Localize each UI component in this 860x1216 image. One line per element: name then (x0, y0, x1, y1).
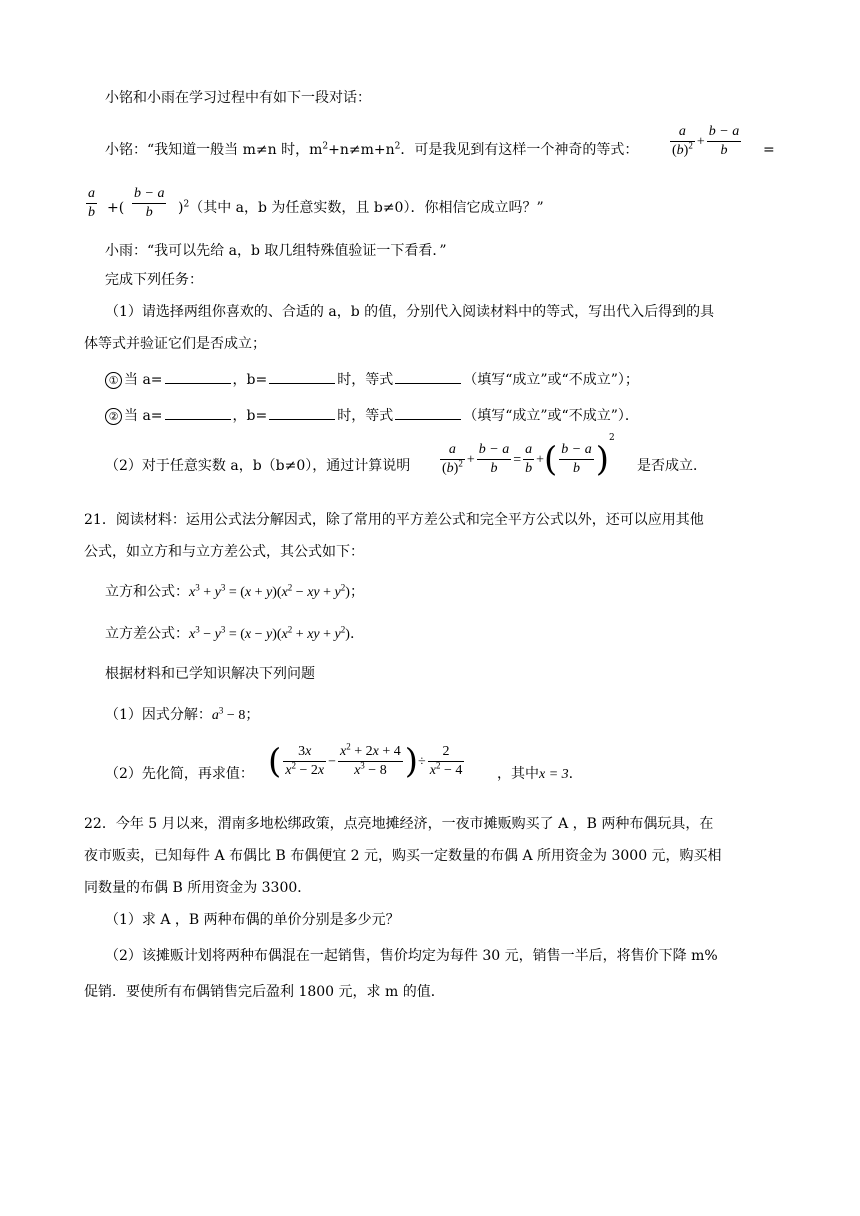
problem-22-q1: （1）求 A ，B 两种布偶的单价分别是多少元？ (105, 912, 400, 928)
problem-21-q2-text: （2）先化简，再求值： (105, 766, 254, 782)
question-1-line-2: 体等式并验证它们是否成立； (84, 336, 266, 352)
blank-b-2[interactable] (269, 405, 335, 420)
blank-a-1[interactable] (165, 369, 231, 384)
cube-sum-formula: 立方和公式：$x^3 + y^3 = (x + y)(x^2$ − xy + $y^2$)； (105, 582, 364, 600)
blank-a-2[interactable] (165, 405, 231, 420)
problem-22-q2-line-2: 促销．要使所有布偶销售完后盈利 1800 元，求 m 的值． (84, 984, 445, 1000)
xiaoming-speech-2: )$^2$（其中 a，b 为任意实数，且 b≠0）．你相信它成立吗？” (178, 199, 544, 216)
question-2-formula: $\frac{a}{(b)^2}$ + $\frac{b - a}{b}$ = $\frac{a}{b}$ +( $\frac{b - a}{b}$ )$^2$ (442, 433, 615, 480)
question-1-line-1: （1）请选择两组你喜欢的、合适的 a，b 的值，分别代入阅读材料中的等式，写出代入后得到的具 (105, 304, 715, 320)
cube-diff-formula: 立方差公式：$x^3 - y^3 = (x - y)(x^2$ + xy + $y^2$). (105, 624, 355, 642)
circled-number-1: ① (105, 372, 122, 389)
problem-22-line-2: 夜市贩卖，已知每件 A 布偶比 B 布偶便宜 2 元，购买一定数量的布偶 A 所用资金为 3000 元，购买相 (84, 848, 722, 864)
problem-21-head-2: 公式，如立方和与立方差公式，其公式如下： (84, 544, 364, 560)
problem-22-line-1: 22．今年 5 月以来，渭南多地松绑政策，点亮地摊经济，一夜市摊贩购买了 A ，B 两种布偶玩具，在 (84, 816, 714, 832)
problem-21-q2-formula: ( $\frac{3x}{x^2 - 2x}$ − $\frac{x^2 + 2x + 4}{x^3 - 8}$ )÷ $\frac{2}{x^2 - 4}$ (268, 741, 463, 782)
blank-result-2[interactable] (395, 405, 461, 420)
identity-formula-rhs: $\frac{a}{b}$ (88, 186, 95, 220)
problem-21-q2-condition: ，其中x = 3. (497, 766, 574, 782)
fill-item-1: ① 当 a= ，b= 时，等式 （填写“成立”或“不成立”）； (105, 369, 639, 390)
blank-result-1[interactable] (395, 369, 461, 384)
circled-number-2: ② (105, 408, 122, 425)
question-2-end: 是否成立． (637, 458, 707, 474)
identity-formula-lhs: $\frac{a}{(b)^2}$ + $\frac{b - a}{b}$ (672, 124, 740, 158)
problem-22-line-3: 同数量的布偶 B 所用资金为 3300． (84, 880, 312, 896)
solve-instruction: 根据材料和已学知识解决下列问题 (105, 666, 315, 682)
equals-sign: = (763, 142, 775, 158)
problem-21-head: 21．阅读材料：运用公式法分解因式，除了常用的平方差公式和完全平方公式以外，还可以应用其他 (84, 512, 704, 528)
task-heading: 完成下列任务： (105, 272, 203, 288)
xiaoming-speech-1: 小铭：“我知道一般当 m≠n 时，$m^2+n\ne m+n^2$．可是我见到有这样一个神奇的等式： (105, 141, 639, 158)
blank-b-1[interactable] (269, 369, 335, 384)
xiaoyu-speech: 小雨：“我可以先给 a，b 取几组特殊值验证一下看看．” (105, 243, 447, 259)
problem-22-q2-line-1: （2）该摊贩计划将两种布偶混在一起销售，售价均定为每件 30 元，销售一半后，将售价下降 m% (105, 948, 718, 964)
question-2-text: （2）对于任意实数 a，b（b≠0），通过计算说明 (105, 458, 411, 474)
fill-item-2: ② 当 a= ，b= 时，等式 （填写“成立”或“不成立”）． (105, 405, 639, 426)
dialogue-intro: 小铭和小雨在学习过程中有如下一段对话： (105, 90, 371, 106)
problem-21-q1: （1）因式分解：$a^3 - 8$； (105, 705, 260, 723)
